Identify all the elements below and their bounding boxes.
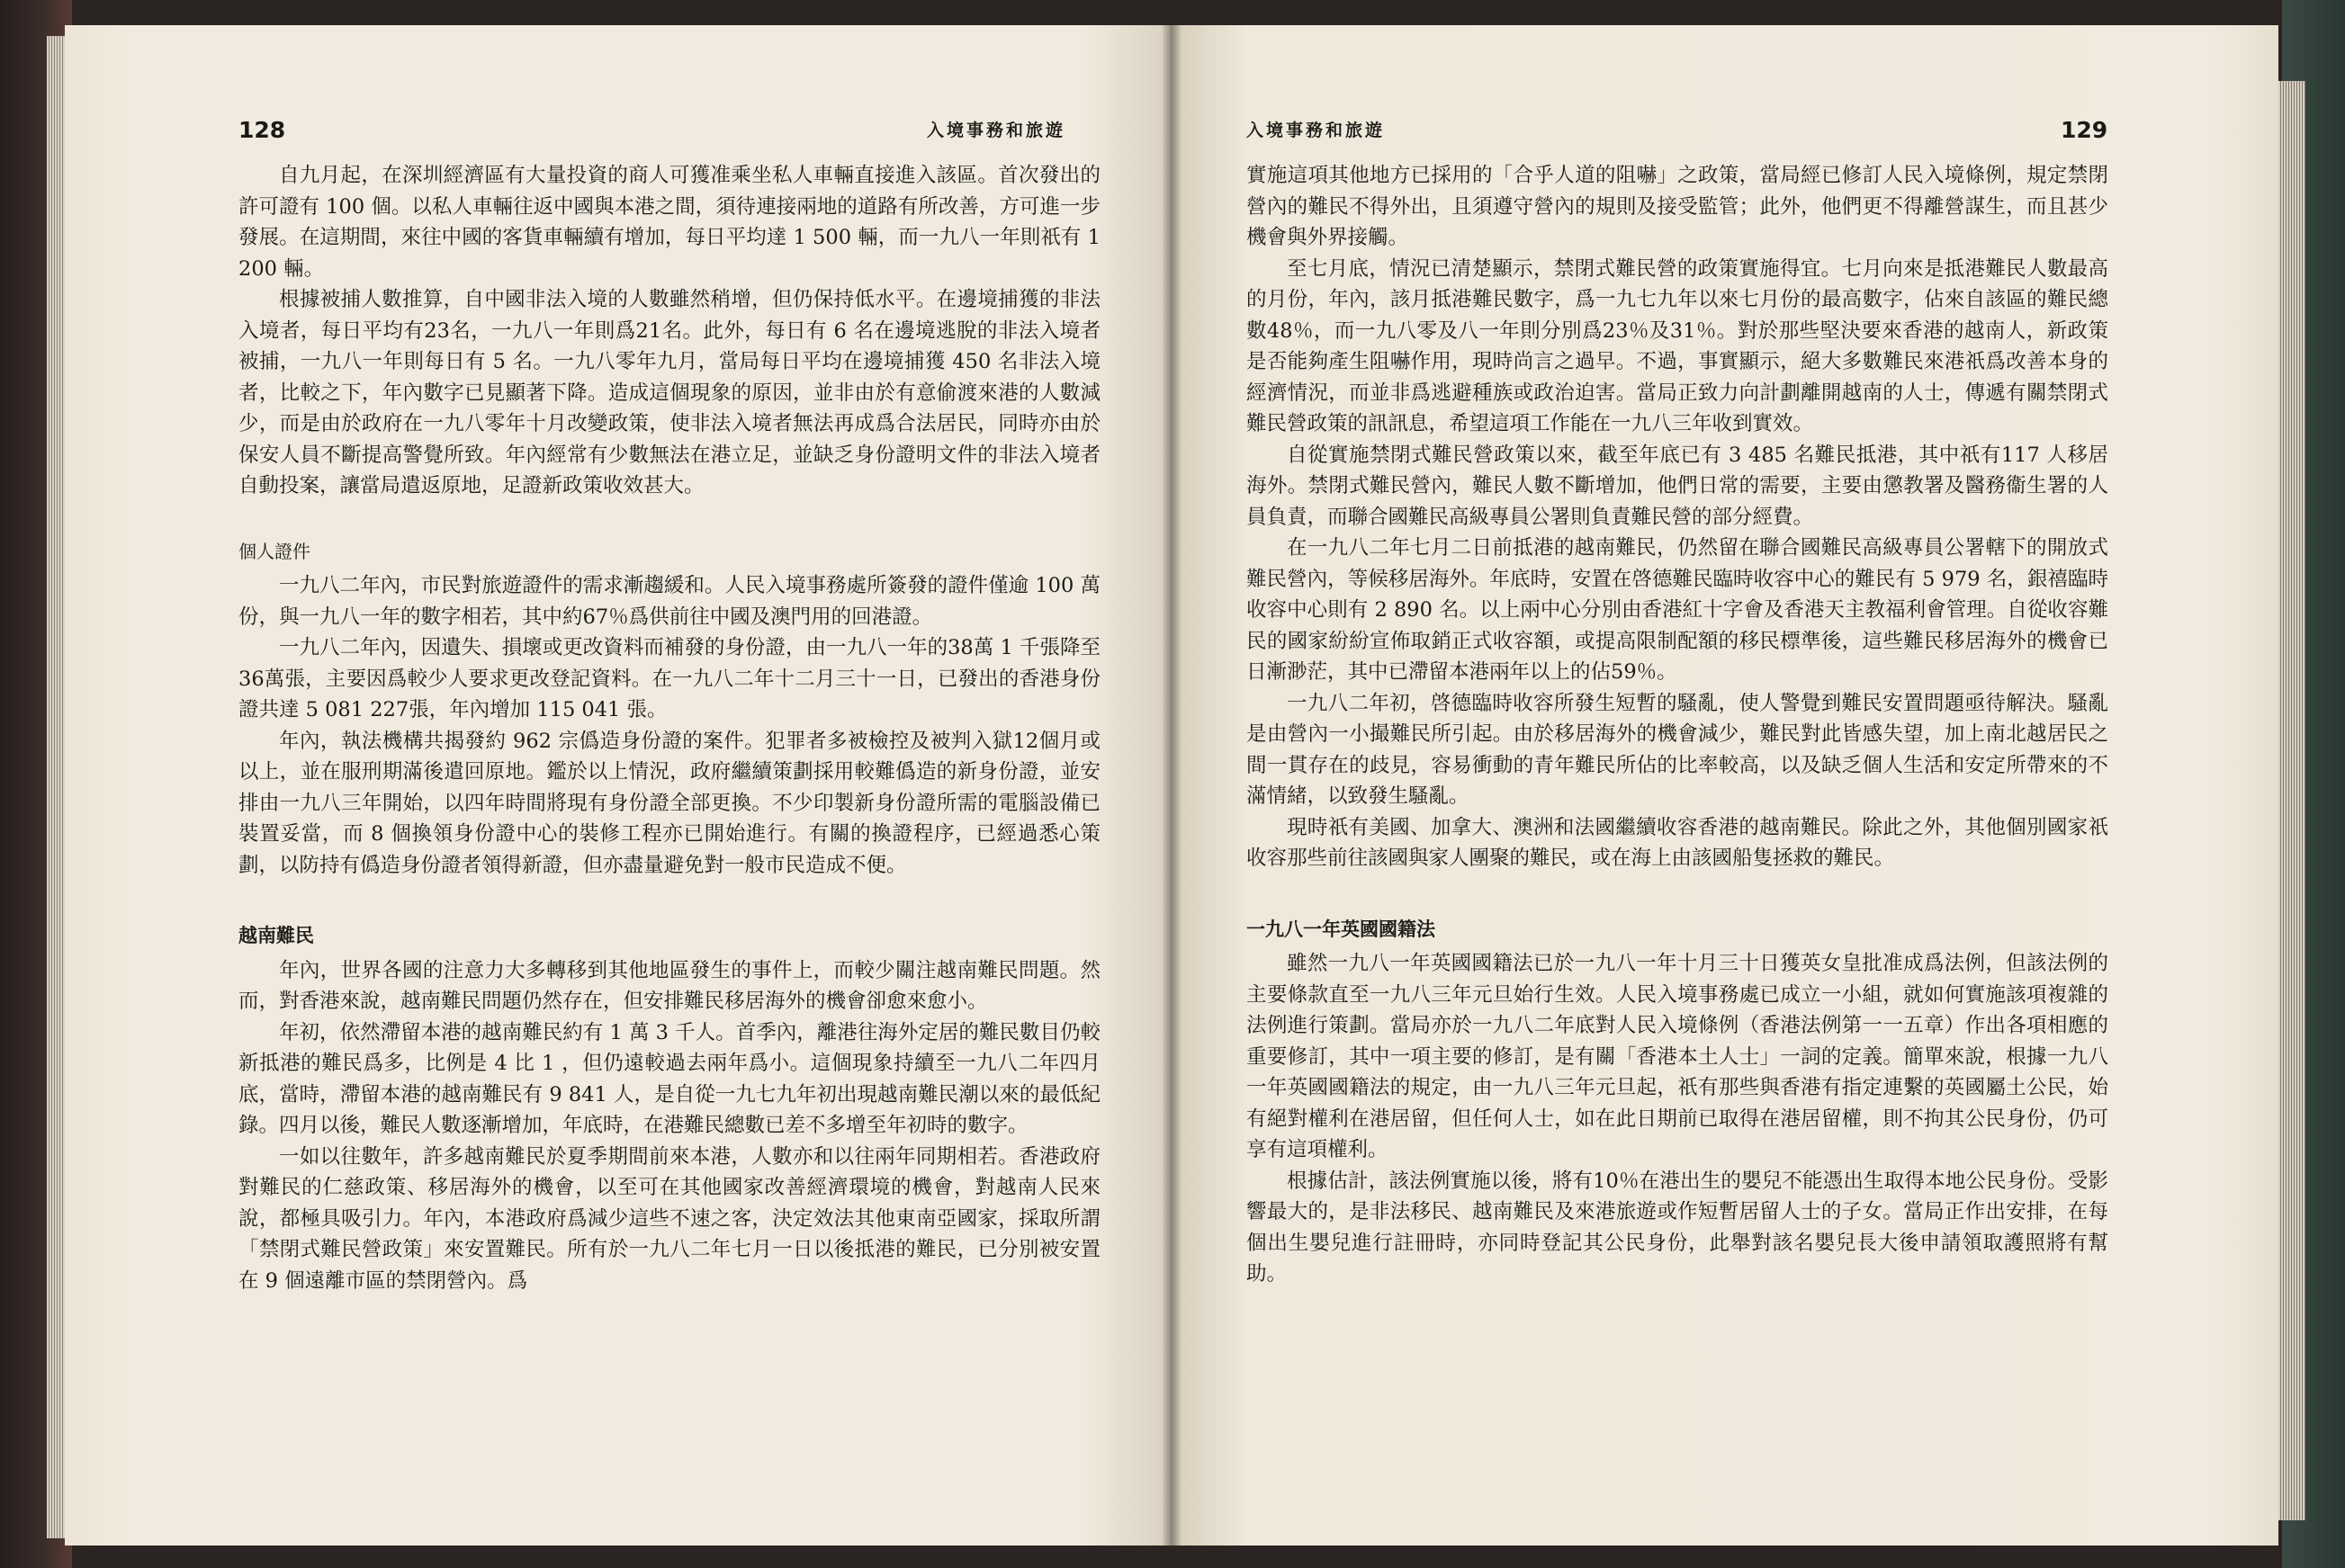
page-edges-left	[47, 36, 65, 1538]
paragraph: 年初，依然滯留本港的越南難民約有 1 萬 3 千人。首季內，離港往海外定居的難民數目仍較新抵港的難民爲多，比例是 4 比 1 ，但仍遠較過去兩年爲小。這個現象持續至一九八二年四月底，當時，滯留本港的越南難民有 9 841 人，是自從一九七九年初出現越南難民潮以來的最低紀錄。四月以後，難民人數逐漸增加，年底時，在港難民總數已差不多增至年初時的數字。	[238, 1020, 1101, 1137]
paragraph: 根據估計，該法例實施以後，將有10％在港出生的嬰兒不能憑出生取得本地公民身份。受影響最大的，是非法移民、越南難民及來港旅遊或作短暫居留人士的子女。當局正作出安排，在每個出生嬰兒進行註冊時，亦同時登記其公民身份，此舉對該名嬰兒長大後申請領取護照將有幫助。	[1246, 1169, 2108, 1286]
page-edges-right	[2278, 81, 2305, 1520]
paragraph: 根據被捕人數推算，自中國非法入境的人數雖然稍增，但仍保持低水平。在邊境捕獲的非法入境者，每日平均有23名，一九八一年則爲21名。此外，每日有 6 名在邊境逃脫的非法入境者被捕，一九八一年則每日有 5 名。一九八零年九月，當局每日平均在邊境捕獲 450 名非法入境者，比較之下，年內數字已見顯著下降。造成這個現象的原因，並非由於有意偷渡來港的人數減少，而是由於政府在一九八零年十月改變政策，使非法入境者無法再成爲合法居民，同時亦由於保安人員不斷提高警覺所致。年內經常有少數無法在港立足，並缺乏身份證明文件的非法入境者自動投案，讓當局遣返原地，足證新政策收效甚大。	[238, 288, 1101, 497]
paragraph: 一九八二年內，因遺失、損壞或更改資料而補發的身份證，由一九八一年的38萬 1 千張降至36萬張，主要因爲較少人要求更改登記資料。在一九八二年十二月三十一日，已發出的香港身份證共達 5 081 227張，年內增加 115 041 張。	[238, 636, 1101, 721]
left-page-body	[238, 160, 1101, 1296]
left-page-number: 128	[238, 117, 286, 143]
paragraph: 一九八二年初，啓德臨時收容所發生短暫的騷亂，使人警覺到難民安置問題亟待解決。騷亂是由營內一小撮難民所引起。由於移居海外的機會減少，難民對此皆感失望，加上南北越居民之間一貫存在的歧見，容易衝動的青年難民所佔的比率較高，以及缺乏個人生活和安定所帶來的不滿情緒，以致發生騷亂。	[1246, 691, 2108, 808]
paragraph-continued: 實施這項其他地方已採用的「合乎人道的阻嚇」之政策，當局經已修訂人民入境條例，規定禁閉營內的難民不得外出，且須遵守營內的規則及接受監管；此外，他們更不得離營謀生，而且甚少機會與外界接觸。	[1246, 164, 2108, 249]
section-heading-vietnamese-refugees: 越南難民	[238, 925, 314, 946]
book-gutter	[1163, 25, 1181, 1546]
right-running-title: 入境事務和旅遊	[1246, 121, 1386, 140]
paragraph: 在一九八二年七月二日前抵港的越南難民，仍然留在聯合國難民高級專員公署轄下的開放式難民營內，等候移居海外。年底時，安置在啓德難民臨時收容中心的難民有 5 979 名，銀禧臨時收容中心則有 2 890 名。以上兩中心分別由香港紅十字會及香港天主教福利會管理。自從收容難民的國家紛紛宣佈取銷正式收容額，或提高限制配額的移民標準後，這些難民移居海外的機會已日漸渺茫，其中已滯留本港兩年以上的佔59％。	[1246, 536, 2108, 684]
section-heading-personal-documents: 個人證件	[238, 540, 310, 562]
paragraph: 年內，執法機構共揭發約 962 宗僞造身份證的案件。犯罪者多被檢控及被判入獄12個月或以上，並在服刑期滿後遣回原地。鑑於以上情況，政府繼續策劃採用較難僞造的新身份證，並安排由一九八三年開始，以四年時間將現有身份證全部更換。不少印製新身份證所需的電腦設備已裝置妥當，而 8 個換領身份證中心的裝修工程亦已開始進行。有關的換證程序，已經過悉心策劃，以防持有僞造身份證者領得新證，但亦盡量避免對一般市民造成不便。	[238, 729, 1101, 877]
paragraph: 年內，世界各國的注意力大多轉移到其他地區發生的事件上，而較少關注越南難民問題。然而，對香港來說，越南難民問題仍然存在，但安排難民移居海外的機會卻愈來愈小。	[238, 958, 1101, 1013]
left-running-title: 入境事務和旅遊	[927, 121, 1066, 140]
paragraph: 自九月起，在深圳經濟區有大量投資的商人可獲准乘坐私人車輛直接進入該區。首次發出的許可證有 100 個。以私人車輛往返中國與本港之間，須待連接兩地的道路有所改善，方可進一步發展。在這期間，來往中國的客貨車輛續有增加，每日平均達 1 500 輛，而一九八一年則祇有 1 200 輛。	[238, 164, 1101, 281]
section-heading-british-nationality-act: 一九八一年英國國籍法	[1246, 918, 1435, 940]
right-page-number: 129	[2061, 117, 2108, 143]
paragraph: 至七月底，情況已清楚顯示，禁閉式難民營的政策實施得宜。七月向來是抵港難民人數最高的月份，年內，該月抵港難民數字，爲一九七九年以來七月份的最高數字，佔來自該區的難民總數48％，而一九八零及八一年則分別爲23％及31％。對於那些堅決要來香港的越南人，新政策是否能夠產生阻嚇作用，現時尚言之過早。不過，事實顯示，絕大多數難民來港祇爲改善本身的經濟情況，而並非爲逃避種族或政治迫害。當局正致力向計劃離開越南的人士，傳遞有關禁閉式難民營政策的訊訊息，希望這項工作能在一九八三年收到實效。	[1246, 256, 2108, 435]
paragraph: 現時祇有美國、加拿大、澳洲和法國繼續收容香港的越南難民。除此之外，其他個別國家祇收容那些前往該國與家人團聚的難民，或在海上由該國船隻拯救的難民。	[1246, 815, 2108, 870]
right-page-body	[1246, 160, 2108, 1290]
paragraph: 一如以往數年，許多越南難民於夏季期間前來本港，人數亦和以往兩年同期相若。香港政府對難民的仁慈政策、移居海外的機會，以至可在其他國家改善經濟環境的機會，對越南人民來說，都極具吸引力。年內，本港政府爲減少這些不速之客，決定效法其他東南亞國家，採取所謂「禁閉式難民營政策」來安置難民。所有於一九八二年七月一日以後抵港的難民，已分別被安置在 9 個遠離市區的禁閉營內。爲	[238, 1144, 1101, 1293]
paragraph: 一九八二年內，市民對旅遊證件的需求漸趨緩和。人民入境事務處所簽發的證件僅逾 100 萬份，與一九八一年的數字相若，其中約67％爲供前往中國及澳門用的回港證。	[238, 574, 1101, 629]
paragraph: 自從實施禁閉式難民營政策以來，截至年底已有 3 485 名難民抵港，其中祇有117 人移居海外。禁閉式難民營內，難民人數不斷增加，他們日常的需要，主要由懲教署及醫務衞生署的人員負責，而聯合國難民高級專員公署則負責難民營的部分經費。	[1246, 443, 2108, 529]
paragraph: 雖然一九八一年英國國籍法已於一九八一年十月三十日獲英女皇批准成爲法例，但該法例的主要條款直至一九八三年元旦始行生效。人民入境事務處已成立一小組，就如何實施該項複雜的法例進行策劃。當局亦於一九八二年底對人民入境條例（香港法例第一一五章）作出各項相應的重要修訂，其中一項主要的修訂，是有關「香港本土人士」一詞的定義。簡單來說，根據一九八一年英國國籍法的規定，由一九八三年元旦起，祇有那些與香港有指定連繫的英國屬土公民，始有絕對權利在港居留，但任何人士，如在此日期前已取得在港居留權，則不拘其公民身份，仍可享有這項權利。	[1246, 952, 2108, 1161]
